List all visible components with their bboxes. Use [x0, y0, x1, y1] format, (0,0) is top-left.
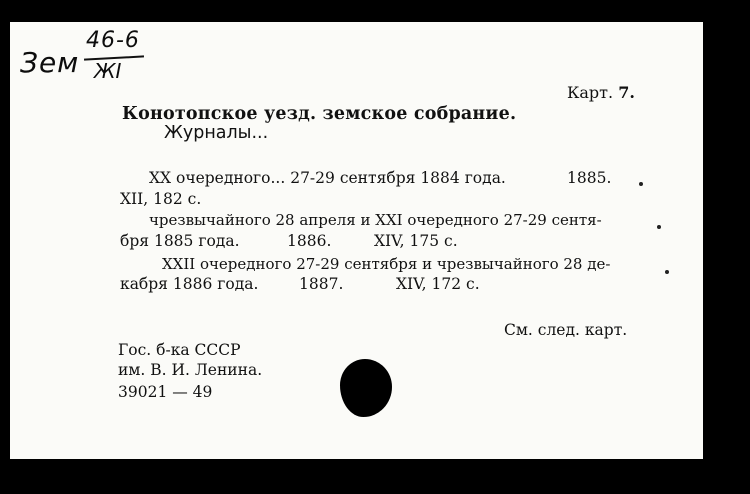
- entry-2-line-1: чрезвычайного 28 апреля и XXI очередного 27-29 сентя-: [149, 211, 602, 229]
- library-stamp-line-1: Гос. б-ка СССР: [118, 341, 241, 359]
- speck: [639, 182, 643, 186]
- entry-3-line-1: XXII очередного 27-29 сентября и чрезвычайного 28 де-: [162, 255, 611, 273]
- entry-1-line-1: XX очередного... 27-29 сентября 1884 года.: [149, 169, 506, 187]
- speck: [665, 270, 669, 274]
- entry-3-pages: XIV, 172 с.: [396, 275, 480, 293]
- handwritten-shelfmark-numerator: 46-6: [86, 28, 140, 53]
- handwritten-shelfmark-denominator: ЖІ: [94, 59, 122, 83]
- card-number: [567, 84, 635, 102]
- entry-2-pages: XIV, 175 с.: [374, 232, 458, 250]
- continued-note: См. след. карт.: [504, 321, 628, 339]
- library-stamp-line-3: 39021 — 49: [118, 383, 213, 401]
- entry-3-line-2: кабря 1886 года.: [120, 275, 259, 293]
- entry-1-year: 1885.: [567, 169, 612, 187]
- speck: [657, 225, 661, 229]
- ink-blot: [340, 359, 392, 417]
- card-subheading: Журналы...: [164, 123, 269, 143]
- library-stamp-line-2: им. В. И. Ленина.: [118, 361, 263, 379]
- entry-2-line-2: бря 1885 года.: [120, 232, 240, 250]
- entry-2-year: 1886.: [287, 232, 332, 250]
- card-number-value: 7.: [618, 83, 635, 102]
- handwritten-prefix: Зем: [20, 46, 80, 79]
- entry-3-year: 1887.: [299, 275, 344, 293]
- catalog-card: [10, 22, 703, 459]
- card-heading: Конотопское уезд. земское собрание.: [122, 104, 517, 124]
- card-number-label: Карт.: [567, 83, 614, 102]
- entry-1-line-2: XII, 182 с.: [120, 190, 202, 208]
